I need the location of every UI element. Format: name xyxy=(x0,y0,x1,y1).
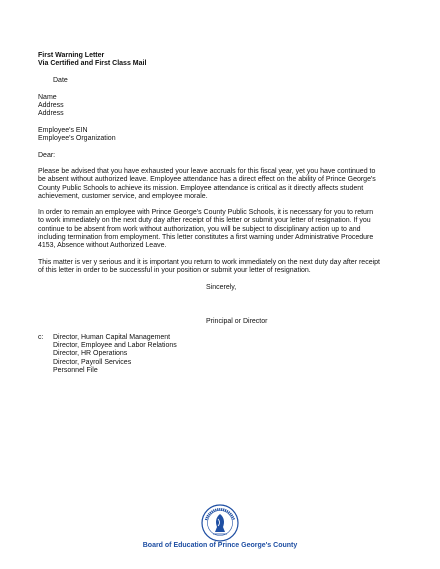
cc-list xyxy=(53,342,177,375)
letter-subtitle: Via Certified and First Class Mail xyxy=(38,60,147,67)
letter-title: First Warning Letter xyxy=(38,52,105,59)
footer-organization: Board of Education of Prince George's County xyxy=(142,542,298,549)
board-seal-icon xyxy=(200,503,240,543)
cc-label: c: xyxy=(38,334,44,341)
salutation: Dear: xyxy=(38,152,56,159)
body-paragraph-3: This matter is ver y serious and it is important you return to work immediately on the next duty day after receipt of this letter in order to be successful in your position or submit your letter of resignation. xyxy=(38,259,380,275)
employee-ein: Employee's EIN xyxy=(38,127,88,134)
cc-recipient: Director, Payroll Services xyxy=(53,358,132,366)
employee-organization: Employee's Organization xyxy=(38,135,116,142)
closing: Sincerely, xyxy=(206,284,237,291)
recipient-address-2: Address xyxy=(38,110,64,117)
cc-recipient: Director, Human Capital Management xyxy=(53,334,171,341)
date-field: Date xyxy=(53,77,68,84)
recipient-name: Name xyxy=(38,94,57,101)
recipient-address-1: Address xyxy=(38,102,64,109)
signature-line: Principal or Director xyxy=(206,318,268,325)
cc-recipient: Director, Employee and Labor Relations xyxy=(53,342,177,349)
cc-recipient: Personnel File xyxy=(53,366,98,374)
cc-recipient: Director, HR Operations xyxy=(53,350,128,358)
body-paragraph-2: In order to remain an employee with Prince George's County Public Schools, it is necessary for you to return to work immediately on the next duty day after receipt of this letter or submit your letter of resignation. If you continue to be absent from work without authorization, you will be subject to disciplinary action up to and including termination from employment. This letter constitutes a first warning under Administrative Procedure 4153, Absence without Authorized Leave. xyxy=(38,209,374,250)
body-paragraph-1: Please be advised that you have exhausted your leave accruals for this fiscal year, yet you have continued to be absent without authorized leave. Employee attendance has a direct effect on the ability of Prince George's County Public Schools to achieve its mission. Employee attendance is critical as it directly affects student achievement, customer service, and employee morale. xyxy=(38,168,376,200)
